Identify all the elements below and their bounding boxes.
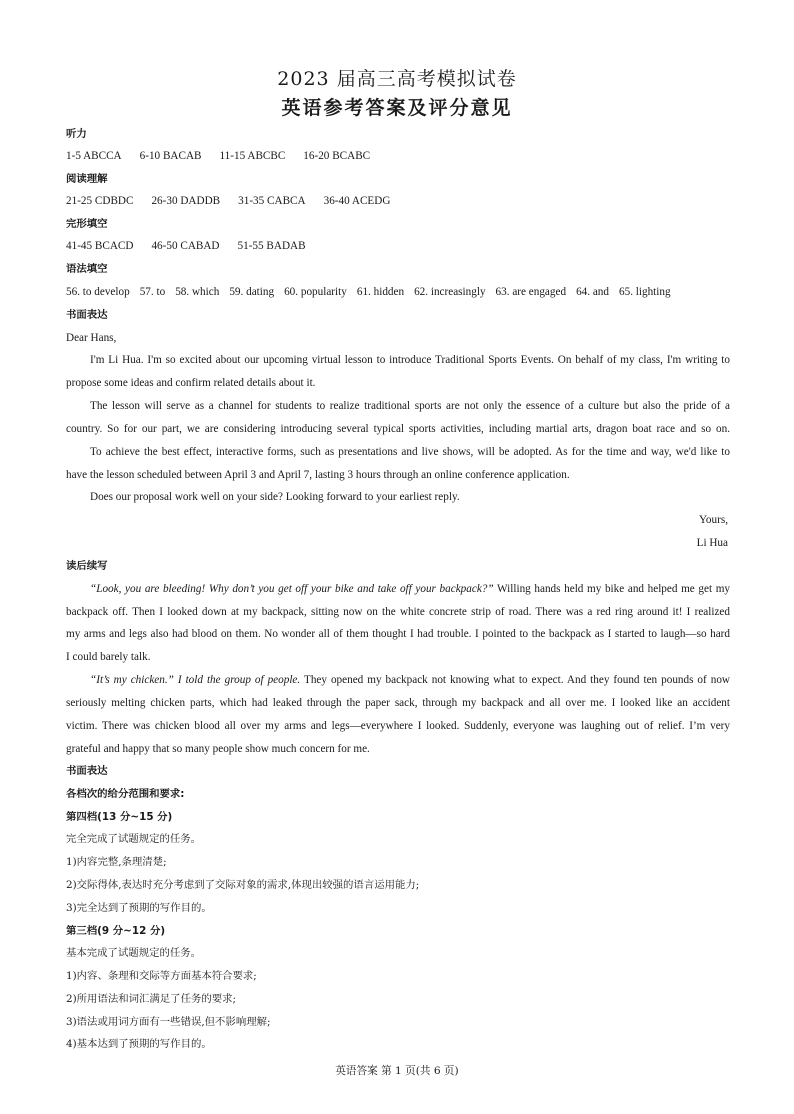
grammar-answer: 63. are engaged	[495, 286, 567, 298]
continuation-line: victim. There was chicken blood all over my arms and legs—everywhere I looked. Suddenly, everyone was laughing out of relief. I’m very	[66, 720, 730, 732]
continuation-line	[90, 673, 730, 687]
continuation-line: my arms and legs also had blood on them. No wonder all of them thought I had trouble. I pointed to the backpack as I started to laugh—so hard	[66, 628, 730, 640]
tier3-title: 第三档(9 分~12 分)	[66, 925, 166, 937]
answer-group: 26-30 DADDB	[151, 195, 221, 207]
tier4-item: 3)完全达到了预期的写作目的。	[66, 902, 212, 914]
cloze-heading: 完形填空	[66, 218, 108, 230]
grammar-answer: 62. increasingly	[414, 286, 486, 298]
listening-answers	[66, 149, 730, 163]
answer-group: 6-10 BACAB	[139, 150, 202, 162]
tier4-item: 2)交际得体,表达时充分考虑到了交际对象的需求,体现出较强的语言运用能力;	[66, 879, 420, 891]
tier4-title: 第四档(13 分~15 分)	[66, 811, 173, 823]
answer-group: 11-15 ABCBC	[219, 150, 286, 162]
grammar-answer: 57. to	[139, 286, 166, 298]
answer-group: 46-50 CABAD	[151, 240, 220, 252]
page-footer: 英语答案 第 1 页(共 6 页)	[335, 1065, 459, 1077]
continuation-text: They opened my backpack not knowing what to expect. And they found ten pounds of now	[300, 674, 731, 686]
answer-group: 36-40 ACEDG	[323, 195, 391, 207]
letter-salutation: Dear Hans,	[66, 332, 117, 344]
writing-heading: 书面表达	[66, 309, 108, 321]
scoring-intro: 各档次的给分范围和要求:	[66, 788, 185, 800]
letter-signature: Li Hua	[696, 537, 728, 549]
answer-group: 41-45 BCACD	[66, 240, 134, 252]
grammar-answer: 56. to develop	[66, 286, 130, 298]
tier4-item: 1)内容完整,条理清楚;	[66, 856, 167, 868]
grammar-answers	[66, 285, 730, 299]
letter-line: I'm Li Hua. I'm so excited about our upcoming virtual lesson to introduce Traditional Sports Events. On behalf of my class, I'm writing to	[90, 354, 730, 366]
grammar-heading: 语法填空	[66, 263, 108, 275]
continuation-line: seriously melting chicken parts, which had leaked through the paper sack, through my backpack and all over me. I looked like an accident	[66, 697, 730, 709]
grammar-answer: 64. and	[576, 286, 609, 298]
answer-group: 16-20 BCABC	[303, 150, 371, 162]
letter-line: propose some ideas and confirm related details about it.	[66, 377, 316, 389]
continuation-line	[90, 582, 730, 596]
tier4-description: 完全完成了试题规定的任务。	[66, 833, 202, 845]
grammar-answer: 60. popularity	[284, 286, 347, 298]
continuation-heading: 读后续写	[66, 560, 108, 572]
answer-group: 1-5 ABCCA	[66, 150, 122, 162]
grammar-answer: 65. lighting	[619, 286, 671, 298]
answer-group: 51-55 BADAB	[237, 240, 306, 252]
continuation-line: backpack off. Then I looked down at my backpack, sitting now on the white concrete strip of road. There was a red ring around it! I realized	[66, 606, 730, 618]
letter-line: The lesson will serve as a channel for students to realize traditional sports are not only the essence of a culture but also the pride of a	[90, 400, 730, 412]
letter-closing: Yours,	[698, 514, 728, 526]
continuation-italic: “It’s my chicken.” I told the group of people.	[90, 674, 301, 686]
answer-group: 21-25 CDBDC	[66, 195, 134, 207]
letter-line: country. So for our part, we are considering introducing several typical sports activities, including martial arts, dragon boat race and so on.	[66, 423, 730, 435]
tier3-item: 4)基本达到了预期的写作目的。	[66, 1038, 212, 1050]
grammar-answer: 61. hidden	[356, 286, 405, 298]
listening-heading: 听力	[66, 128, 87, 140]
reading-heading: 阅读理解	[66, 173, 108, 185]
continuation-italic: “Look, you are bleeding! Why don’t you get off your bike and take off your backpack?”	[90, 583, 494, 595]
answer-key-subtitle: 英语参考答案及评分意见	[281, 97, 513, 119]
exam-title: 2023 届高三高考模拟试卷	[277, 68, 517, 90]
letter-line: To achieve the best effect, interactive forms, such as presentations and live shows, will be adopted. As for the time and way, we'd like to	[90, 446, 730, 458]
continuation-line: grateful and happy that so many people show much concern for me.	[66, 743, 370, 755]
grammar-answer: 59. dating	[229, 286, 275, 298]
letter-line: Does our proposal work well on your side? Looking forward to your earliest reply.	[90, 491, 460, 503]
continuation-text: Willing hands held my bike and helped me get my	[493, 583, 730, 595]
tier3-item: 1)内容、条理和交际等方面基本符合要求;	[66, 970, 257, 982]
answer-group: 31-35 CABCA	[238, 195, 306, 207]
tier3-item: 2)所用语法和词汇满足了任务的要求;	[66, 993, 237, 1005]
letter-line: have the lesson scheduled between April 3 and April 7, lasting 3 hours through an online conference application.	[66, 469, 570, 481]
grammar-answer: 58. which	[175, 286, 220, 298]
cloze-answers	[66, 239, 730, 253]
scoring-heading: 书面表达	[66, 765, 108, 777]
tier3-description: 基本完成了试题规定的任务。	[66, 947, 202, 959]
continuation-line: I could barely talk.	[66, 651, 151, 663]
tier3-item: 3)语法或用词方面有一些错误,但不影响理解;	[66, 1016, 271, 1028]
reading-answers	[66, 194, 730, 208]
